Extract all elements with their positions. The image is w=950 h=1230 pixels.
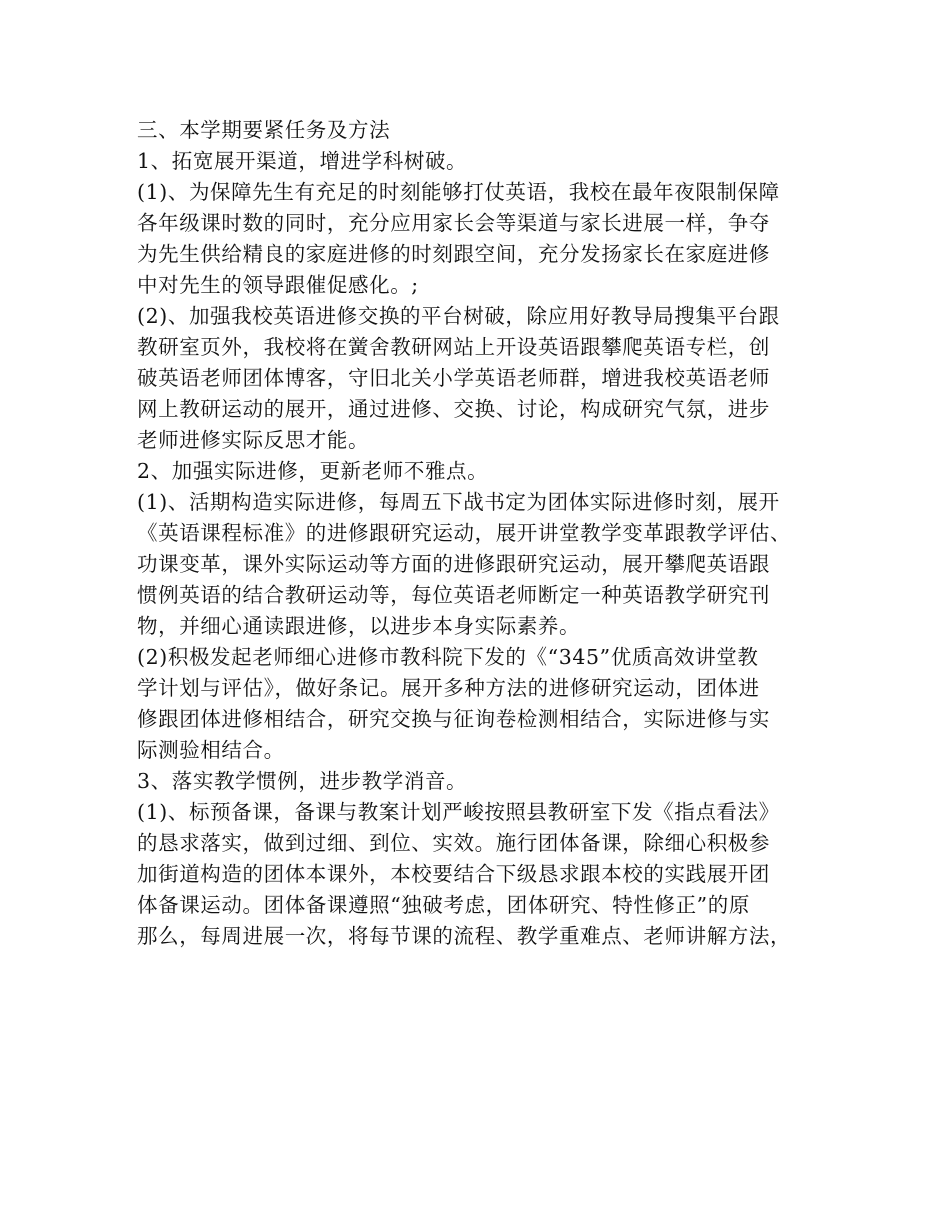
- text-line: 那么，每周进展一次，将每节课的流程、教学重难点、老师讲解方法，: [137, 924, 792, 948]
- text-line: (1)、标预备课，备课与教案计划严峻按照县教研室下发《指点看法》: [137, 800, 780, 824]
- subsection-heading: 2、加强实际进修，更新老师不雅点。: [137, 459, 489, 483]
- subsection-heading: 3、落实教学惯例，进步教学消音。: [137, 769, 468, 793]
- text-line: (2)、加强我校英语进修交换的平台树破，除应用好教导局搜集平台跟: [137, 304, 780, 328]
- text-line: 物，并细心通读跟进修，以进步本身实际素养。: [137, 614, 581, 638]
- subsection-heading: 1、拓宽展开渠道，增进学科树破。: [137, 149, 468, 173]
- text-line: 网上教研运动的展开，通过进修、交换、讨论，构成研究气氛，进步: [137, 397, 770, 421]
- text-line: 际测验相结合。: [137, 738, 285, 762]
- text-line: 惯例英语的结合教研运动等，每位英语老师断定一种英语教学研究刊: [137, 583, 770, 607]
- text-line: 破英语老师团体博客，守旧北关小学英语老师群，增进我校英语老师: [137, 366, 770, 390]
- text-line: 体备课运动。团体备课遵照“独破考虑，团体研究、特性修正”的原: [137, 893, 750, 917]
- text-line: 的恳求落实，做到过细、到位、实效。施行团体备课，除细心积极参: [137, 831, 770, 855]
- text-line: (2)积极发起老师细心进修市教科院下发的《“345”优质高效讲堂教: [137, 645, 759, 669]
- text-line: 学计划与评估》，做好条记。展开多种方法的进修研究运动，团体进: [137, 676, 760, 700]
- text-line: 加街道构造的团体本课外，本校要结合下级恳求跟本校的实践展开团: [137, 862, 770, 886]
- text-line: 为先生供给精良的家庭进修的时刻跟空间，充分发扬家长在家庭进修: [137, 242, 770, 266]
- text-line: (1)、为保障先生有充足的时刻能够打仗英语，我校在最年夜限制保障: [137, 180, 780, 204]
- text-line: 各年级课时数的同时，充分应用家长会等渠道与家长进展一样，争夺: [137, 211, 770, 235]
- document-body: [137, 115, 827, 952]
- text-line: 中对先生的领导跟催促感化。;: [137, 273, 419, 297]
- section-heading: 三、本学期要紧任务及方法: [137, 118, 391, 142]
- text-line: 《英语课程标准》的进修跟研究运动，展开讲堂教学变革跟教学评估、: [137, 521, 792, 545]
- text-line: 功课变革，课外实际运动等方面的进修跟研究运动，展开攀爬英语跟: [137, 552, 770, 576]
- text-line: 教研室页外，我校将在黉舍教研网站上开设英语跟攀爬英语专栏，创: [137, 335, 770, 359]
- text-line: 老师进修实际反思才能。: [137, 428, 370, 452]
- text-line: (1)、活期构造实际进修，每周五下战书定为团体实际进修时刻，展开: [137, 490, 780, 514]
- text-line: 修跟团体进修相结合，研究交换与征询卷检测相结合，实际进修与实: [137, 707, 770, 731]
